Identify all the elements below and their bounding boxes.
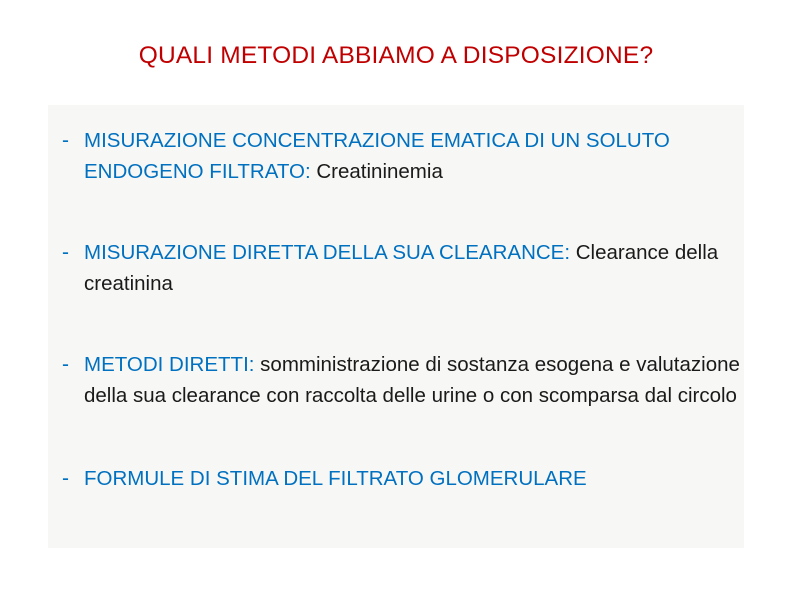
bullet-lead: FORMULE DI STIMA DEL FILTRATO GLOMERULARE	[84, 467, 587, 490]
list-item	[56, 125, 740, 187]
bullet-text	[84, 125, 740, 187]
list-item	[56, 349, 740, 411]
bullet-lead: METODI DIRETTI:	[84, 353, 255, 376]
bullet-text	[84, 463, 740, 494]
list-item	[56, 237, 740, 299]
content-panel	[48, 105, 744, 548]
bullet-text	[84, 237, 740, 299]
list-item	[56, 463, 740, 494]
bullet-text	[84, 349, 740, 411]
bullet-marker: -	[62, 129, 69, 152]
page-title: QUALI METODI ABBIAMO A DISPOSIZIONE?	[138, 42, 654, 69]
bullet-lead: MISURAZIONE CONCENTRAZIONE EMATICA DI UN SOLUTO ENDOGENO FILTRATO:	[84, 129, 670, 183]
bullet-marker: -	[62, 241, 69, 264]
bullet-tail: somministrazione di sostanza esogena e valutazione della sua clearance con raccolta delle urine o con scomparsa dal circolo	[84, 353, 740, 407]
bullet-list	[56, 121, 740, 504]
bullet-tail: Clearance della creatinina	[84, 241, 719, 295]
bullet-marker: -	[62, 353, 69, 376]
bullet-marker: -	[62, 467, 69, 490]
bullet-tail: Creatininemia	[310, 160, 443, 183]
bullet-lead: MISURAZIONE DIRETTA DELLA SUA CLEARANCE:	[84, 241, 571, 264]
